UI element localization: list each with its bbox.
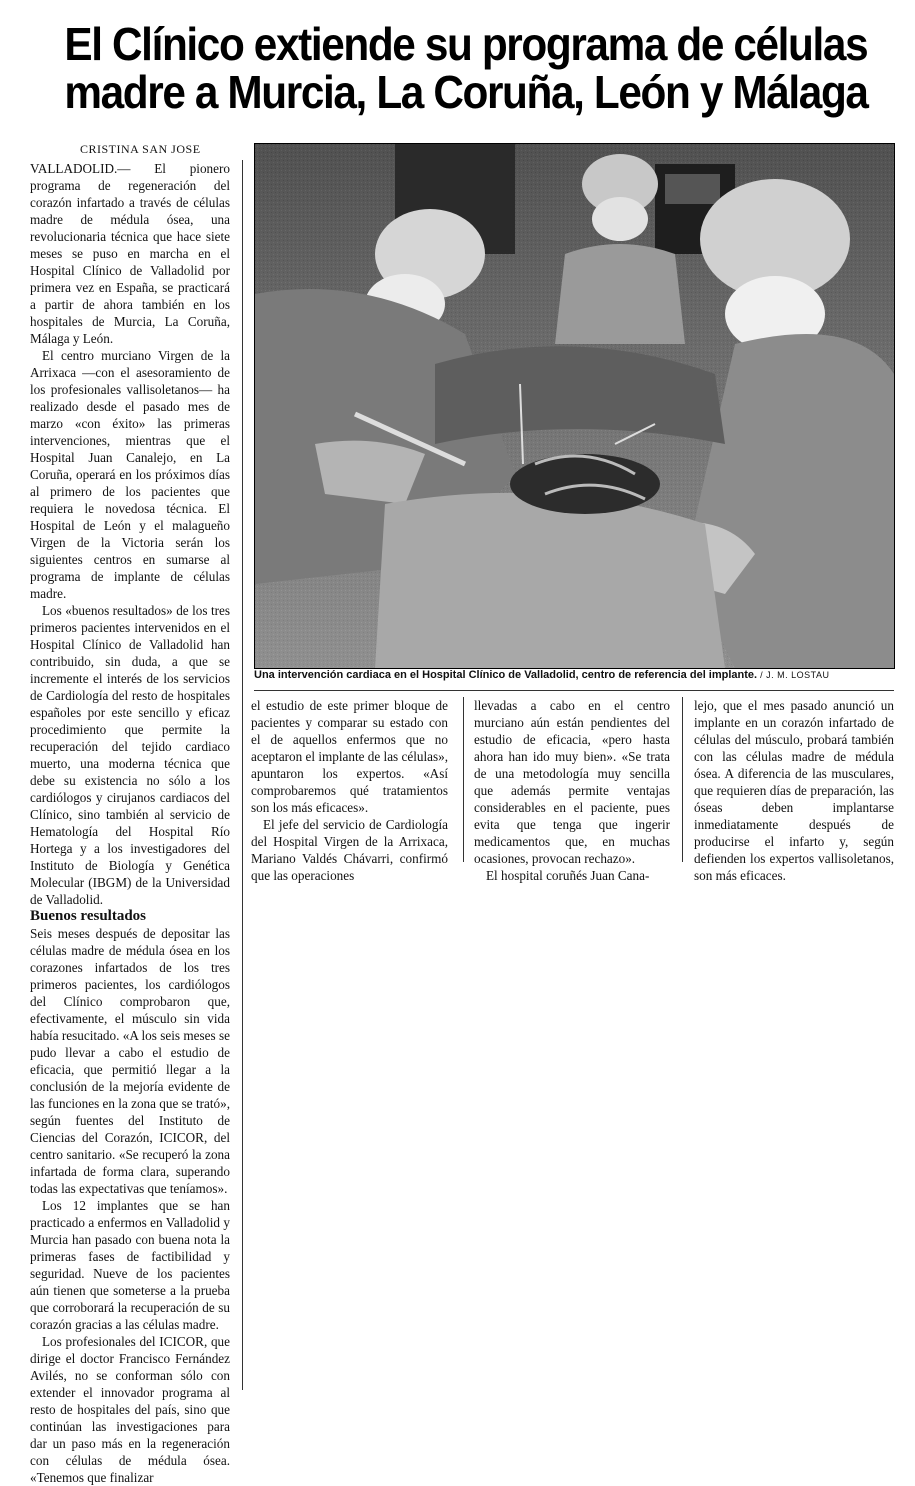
headline-line-2: madre a Murcia, La Coruña, León y Málaga bbox=[64, 66, 868, 118]
paragraph: lejo, que el mes pasado anunció un implante en un corazón infartado de células del músculo, probará también con las células madre de médula ósea. A diferencia de las musculares, que requieren días de preparación, las óseas deben implantarse inmediatamente después de producirse el infarto y, según defienden los expertos vallisoletanos, son más eficaces. bbox=[694, 698, 894, 883]
paragraph: el estudio de este primer bloque de pacientes y comparar su estado con el de aquellos enfermos que no aceptaron el implante de las células», apuntaron los expertos. «Así comprobaremos qué tratamientos son los más eficaces». bbox=[251, 698, 448, 815]
paragraph: El hospital coruñés Juan Cana- bbox=[486, 868, 650, 883]
surgery-photo-image bbox=[255, 144, 894, 668]
headline bbox=[30, 20, 890, 116]
column-1 bbox=[30, 160, 230, 1486]
paragraph: Los profesionales del ICICOR, que dirige el doctor Francisco Fernández Avilés, no se conforman sólo con extender el innovador programa al resto de hospitales del país, sino que continúan las investigaciones para dar un paso más en la regeneración con células de médula ósea. «Tenemos que finalizar bbox=[30, 1334, 230, 1485]
paragraph: Los 12 implantes que se han practicado a enfermos en Valladolid y Murcia han pasado con buena nota la primeras fases de factibilidad y seguridad. Nueve de los pacientes aún tienen que someterse a la prueba que corroborará la recuperación de su corazón gracias a las células madre. bbox=[30, 1198, 230, 1332]
caption-text: Una intervención cardiaca en el Hospital Clínico de Valladolid, centro de referencia del implante. bbox=[254, 669, 758, 681]
paragraph: VALLADOLID.— El pionero programa de regeneración del corazón infartado a través de células madre de médula ósea, una revolucionaria técnica que hace siete meses se puso en marcha en el Hospital Clínico de Valladolid por primera vez en España, se practicará a partir de ahora también en los hospitales de Murcia, La Coruña, Málaga y León. bbox=[30, 161, 230, 346]
column-2 bbox=[251, 697, 448, 884]
paragraph: El jefe del servicio de Cardiología del Hospital Virgen de la Arrixaca, Mariano Valdés Chávarri, confirmó que las operaciones bbox=[251, 817, 448, 883]
column-divider bbox=[682, 697, 683, 862]
photo-credit: / J. M. LOSTAU bbox=[760, 670, 830, 680]
surgery-photo bbox=[254, 143, 895, 669]
paragraph: Los «buenos resultados» de los tres primeros pacientes intervenidos en el Hospital Clínico de Valladolid han contribuido, sin duda, a que se incremente el interés de los servicios de Cardiología del resto de hospitales españoles por este sencillo y eficaz procedimiento que permite la recuperación del tejido cardiaco muerto, una moderna técnica que debe su existencia no sólo a los cardiólogos y cirujanos cardiacos del Clínico, sino también al servicio de Hematología del Hospital Río Hortega y a los investigadores del Instituto de Biología y Genética Molecular (IBGM) de la Universidad de Valladolid. bbox=[30, 603, 230, 907]
column-divider bbox=[242, 160, 243, 1390]
column-3 bbox=[474, 697, 670, 884]
paragraph: llevadas a cabo en el centro murciano aún están pendientes del estudio de eficacia, «pero hasta ahora han ido muy bien». «Se trata de una metodología muy sencilla que además permite ventajas considerables en el paciente, pues evita que tenga que ingerir medicamentos que, en muchas ocasiones, provocan rechazo». bbox=[474, 698, 670, 866]
column-4 bbox=[694, 697, 894, 884]
paragraph: Seis meses después de depositar las células madre de médula ósea en los corazones infartados de los tres primeros pacientes, los cardiólogos del Clínico comprobaron que, efectivamente, el músculo sin vida había resucitado. «A los seis meses se pudo llevar a cabo el estudio de eficacia, que permitió llegar a la conclusión de la mejoría evidente de las funciones en la zona que se trató», según fuentes del Instituto de Ciencias del Corazón, ICICOR, del centro sanitario. «Se recuperó la zona infartada de forma clara, superando todas las expectativas que teníamos». bbox=[30, 926, 230, 1196]
column-divider bbox=[463, 697, 464, 862]
caption-rule bbox=[254, 690, 894, 691]
subheading: Buenos resultados bbox=[30, 908, 147, 924]
photo-caption bbox=[254, 669, 904, 681]
byline: CRISTINA SAN JOSE bbox=[80, 142, 201, 156]
headline-line-1: El Clínico extiende su programa de células bbox=[64, 18, 868, 70]
paragraph: El centro murciano Virgen de la Arrixaca —con el asesoramiento de los profesionales vallisoletanos— ha realizado desde el pasado mes de marzo «con éxito» las primeras intervenciones, mientras que el Hospital Juan Canalejo, en La Coruña, operará en los próximos días al primero de los pacientes que requiera le novedosa técnica. El Hospital de León y el malagueño Virgen de la Victoria serán los siguientes centros en sumarse al programa de implante de células madre. bbox=[30, 348, 230, 601]
